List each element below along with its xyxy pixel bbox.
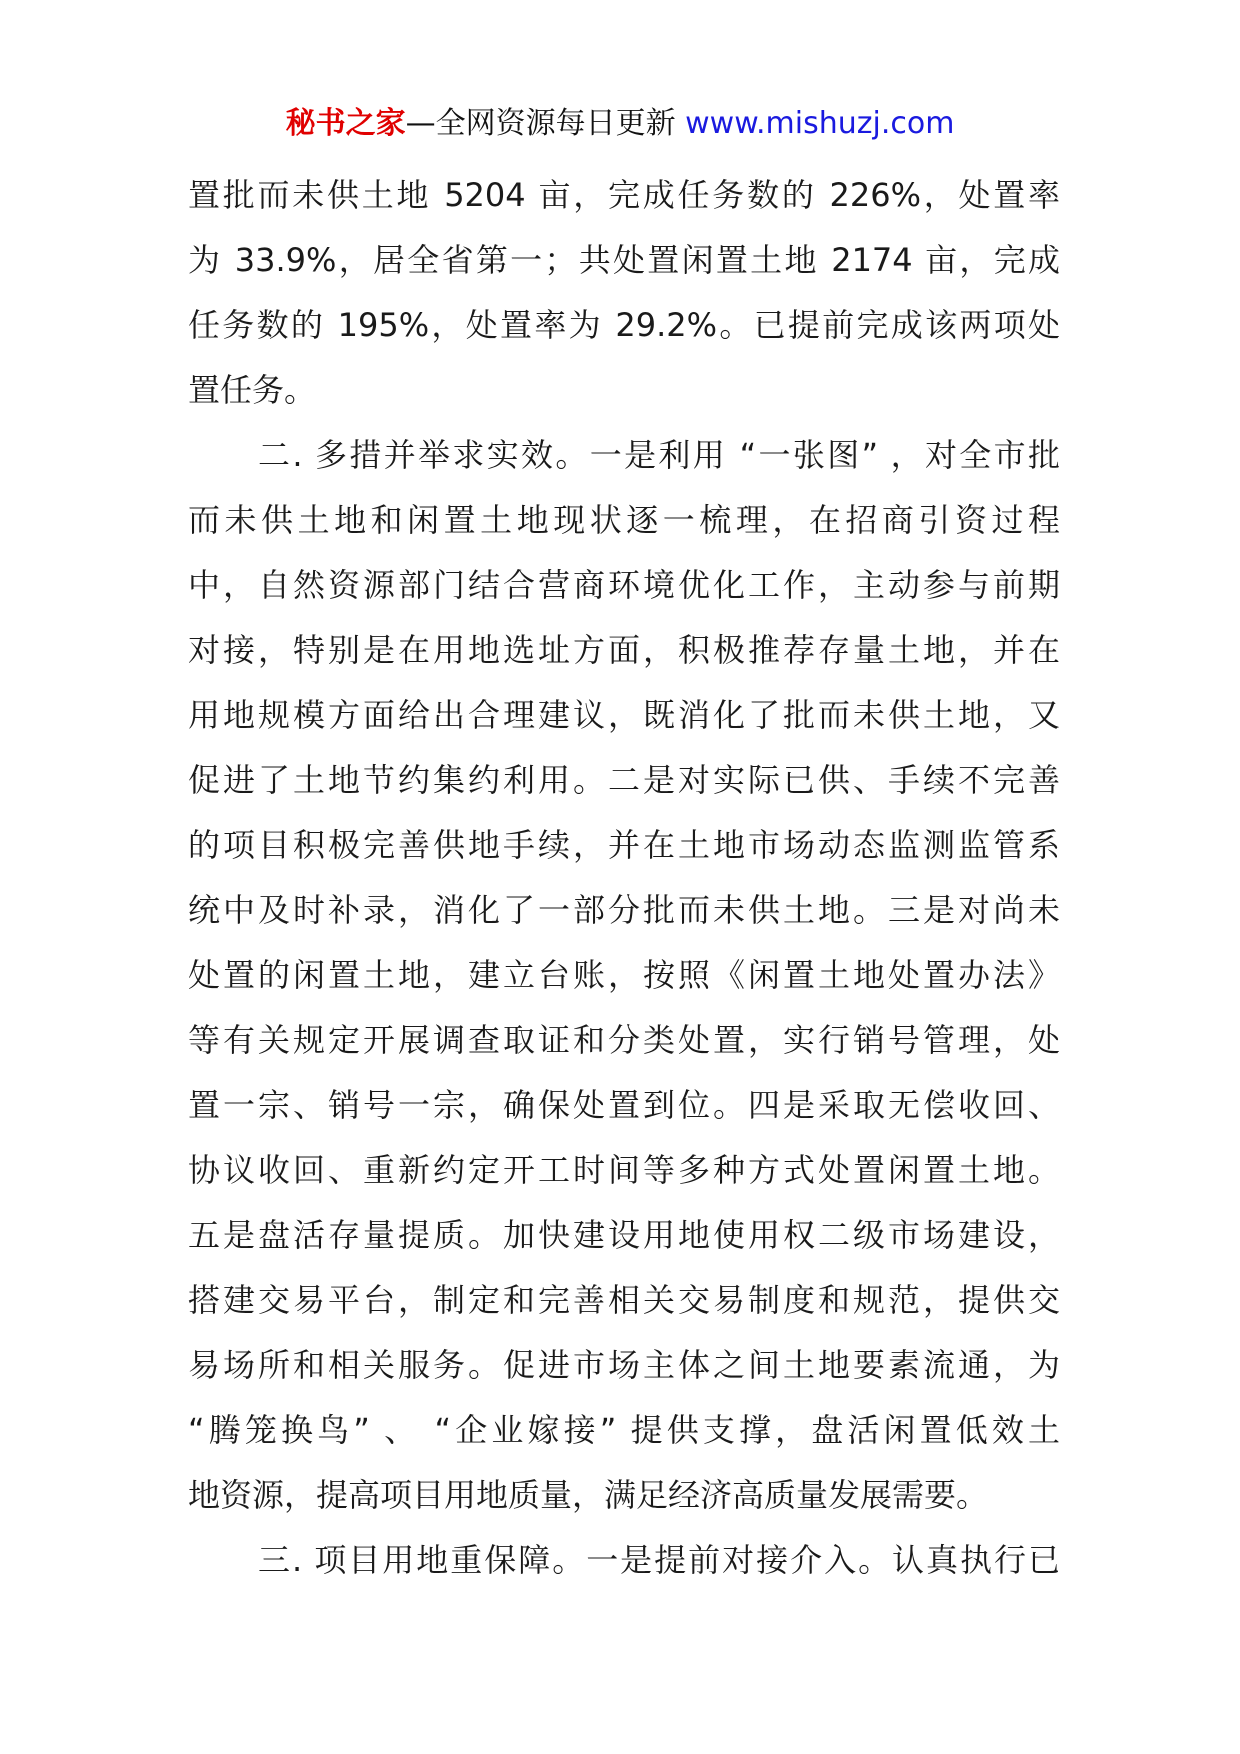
text-line: 的项目积极完善供地手续，并在土地市场动态监测监管系 bbox=[188, 826, 1060, 864]
text-line: 等有关规定开展调查取证和分类处置，实行销号管理，处 bbox=[188, 1021, 1060, 1059]
text-line: 处置的闲置土地，建立台账，按照《闲置土地处置办法》 bbox=[188, 956, 1060, 994]
text-line: 对接，特别是在用地选址方面，积极推荐存量土地，并在 bbox=[188, 631, 1060, 669]
text-line: 易场所和相关服务。促进市场主体之间土地要素流通，为 bbox=[188, 1346, 1060, 1384]
text-line: 置批而未供土地 5204 亩，完成任务数的 226%，处置率 bbox=[188, 176, 1060, 214]
page-header bbox=[0, 100, 1240, 148]
text-line: 置一宗、销号一宗，确保处置到位。四是采取无偿收回、 bbox=[188, 1086, 1060, 1124]
text-line: 中，自然资源部门结合营商环境优化工作，主动参与前期 bbox=[188, 566, 1060, 604]
text-line: 二. 多措并举求实效。一是利用 “一张图” ，对全市批 bbox=[258, 436, 1060, 474]
text-line: 任务数的 195%，处置率为 29.2%。已提前完成该两项处 bbox=[188, 306, 1060, 344]
text-line: 五是盘活存量提质。加快建设用地使用权二级市场建设， bbox=[188, 1216, 1060, 1254]
site-url-link[interactable]: www.mishuzj.com bbox=[685, 106, 955, 141]
text-line: 而未供土地和闲置土地现状逐一梳理，在招商引资过程 bbox=[188, 501, 1060, 539]
brand-name: 秘书之家 bbox=[285, 106, 406, 141]
text-line: 协议收回、重新约定开工时间等多种方式处置闲置土地。 bbox=[188, 1151, 1060, 1189]
text-line: 用地规模方面给出合理建议，既消化了批而未供土地，又 bbox=[188, 696, 1060, 734]
text-line: 置任务。 bbox=[188, 371, 317, 409]
text-line: 搭建交易平台，制定和完善相关交易制度和规范，提供交 bbox=[188, 1281, 1060, 1319]
text-line: “腾笼换鸟” 、 “企业嫁接” 提供支撑，盘活闲置低效土 bbox=[188, 1411, 1060, 1449]
text-line: 为 33.9%，居全省第一；共处置闲置土地 2174 亩，完成 bbox=[188, 241, 1060, 279]
text-line: 统中及时补录，消化了一部分批而未供土地。三是对尚未 bbox=[188, 891, 1060, 929]
text-line: 促进了土地节约集约利用。二是对实际已供、手续不完善 bbox=[188, 761, 1060, 799]
document-body bbox=[188, 163, 1060, 1593]
text-line: 三. 项目用地重保障。一是提前对接介入。认真执行已 bbox=[258, 1541, 1060, 1579]
header-tagline: —全网资源每日更新 bbox=[405, 106, 686, 141]
text-line: 地资源，提高项目用地质量，满足经济高质量发展需要。 bbox=[188, 1476, 989, 1514]
